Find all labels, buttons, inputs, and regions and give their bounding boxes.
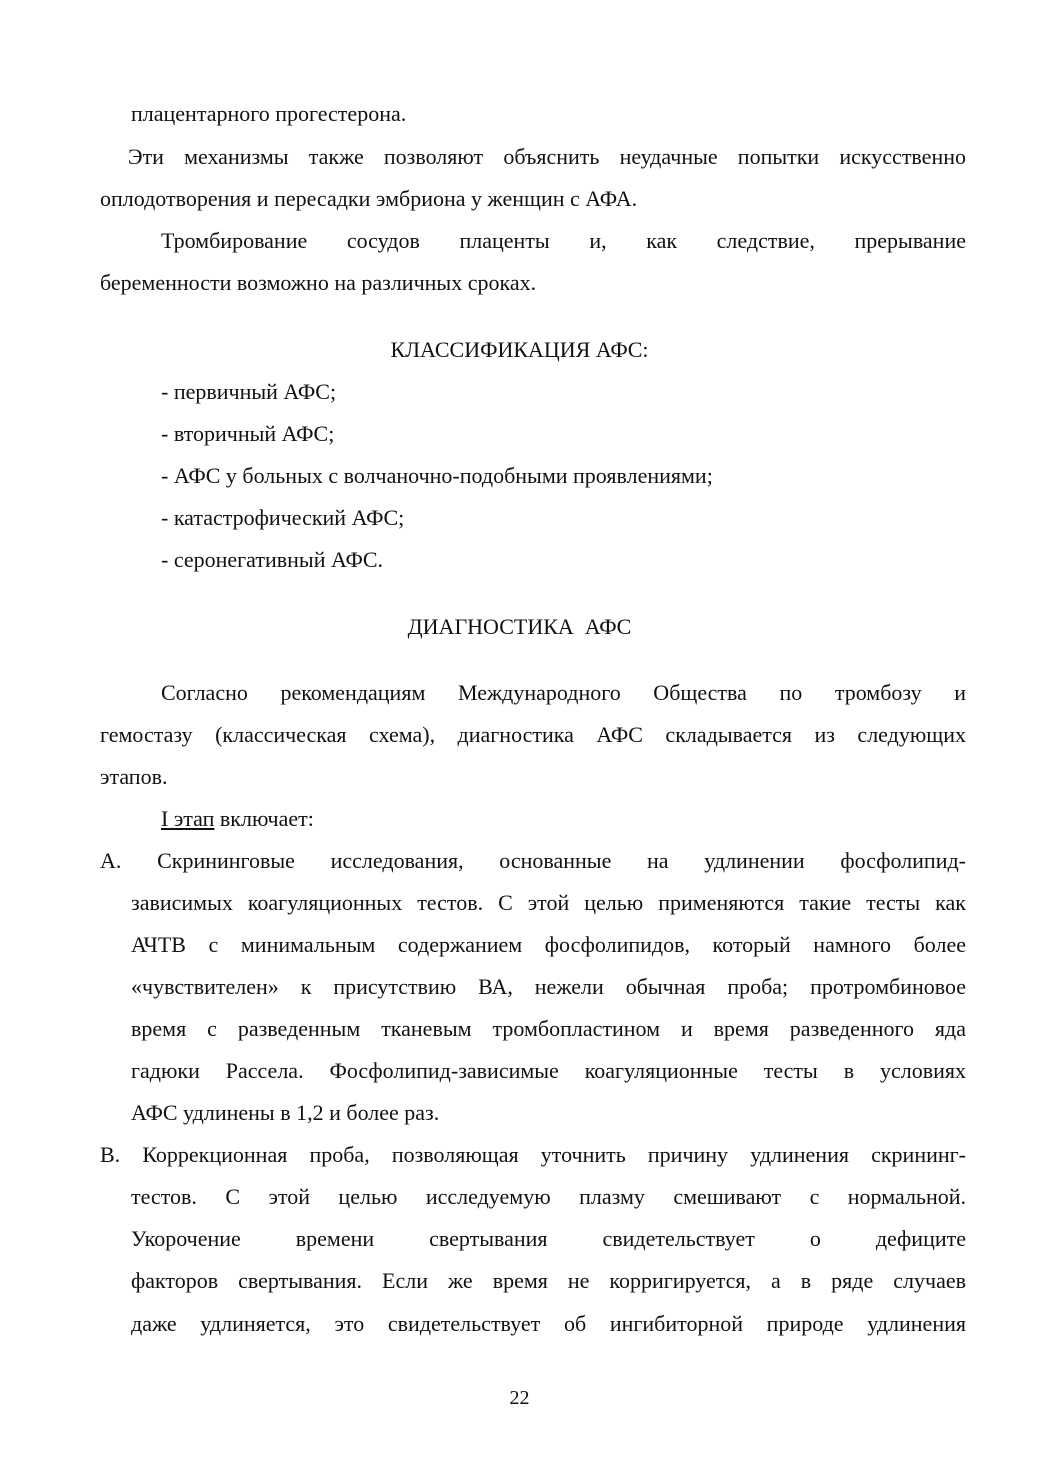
text-line: тестов. С этой целью исследуемую плазму смешивают с нормальной. [131, 1184, 966, 1209]
text-line: «чувствителен» к присутствию ВА, нежели обычная проба; протромбиновое [131, 974, 966, 999]
page-number: 22 [509, 1387, 530, 1409]
list-item: - серонегативный АФС. [161, 547, 384, 572]
stage-label-suffix: включает: [214, 806, 314, 831]
list-item: - катастрофический АФС; [161, 505, 405, 530]
text-line: АФС удлинены в 1,2 и более раз. [131, 1100, 440, 1125]
section-heading-classification: КЛАССИФИКАЦИЯ АФС: [390, 337, 649, 362]
text-line: беременности возможно на различных сроках. [100, 270, 537, 295]
list-item: - вторичный АФС; [161, 421, 335, 446]
section-heading-diagnostics: ДИАГНОСТИКА АФС [407, 614, 632, 639]
text-line: этапов. [100, 764, 168, 789]
text-line: Укорочение времени свертывания свидетельствует о дефиците [131, 1226, 966, 1251]
text-line: Согласно рекомендациям Международного Общества по тромбозу и [161, 680, 966, 705]
stage-intro-line [161, 805, 1027, 833]
text-line: оплодотворения и пересадки эмбриона у женщин с АФА. [100, 186, 638, 211]
text-line: факторов свертывания. Если же время не корригируется, а в ряде случаев [131, 1268, 966, 1293]
text-line: время с разведенным тканевым тромбопластином и время разведенного яда [131, 1016, 966, 1041]
text-line: гадюки Рассела. Фосфолипид-зависимые коагуляционные тесты в условиях [131, 1058, 966, 1083]
list-item-b: B. Коррекционная проба, позволяющая уточнить причину удлинения скрининг- [100, 1142, 966, 1167]
text-line: Тромбирование сосудов плаценты и, как следствие, прерывание [161, 228, 966, 253]
stage-label: I этап [161, 806, 215, 831]
text-line: АЧТВ с минимальным содержанием фосфолипидов, который намного более [131, 932, 966, 957]
text-line: плацентарного прогестерона. [131, 101, 407, 126]
list-item-a: A. Скрининговые исследования, основанные на удлинении фосфолипид- [100, 848, 966, 873]
text-line: Эти механизмы также позволяют объяснить неудачные попытки искусственно [128, 144, 966, 169]
list-item: - первичный АФС; [161, 379, 337, 404]
list-item: - АФС у больных с волчаночно-подобными проявлениями; [161, 463, 713, 488]
text-line: даже удлиняется, это свидетельствует об ингибиторной природе удлинения [131, 1311, 966, 1336]
text-line: гемостазу (классическая схема), диагностика АФС складывается из следующих [100, 722, 966, 747]
text-line: зависимых коагуляционных тестов. С этой целью применяются такие тесты как [131, 890, 966, 915]
